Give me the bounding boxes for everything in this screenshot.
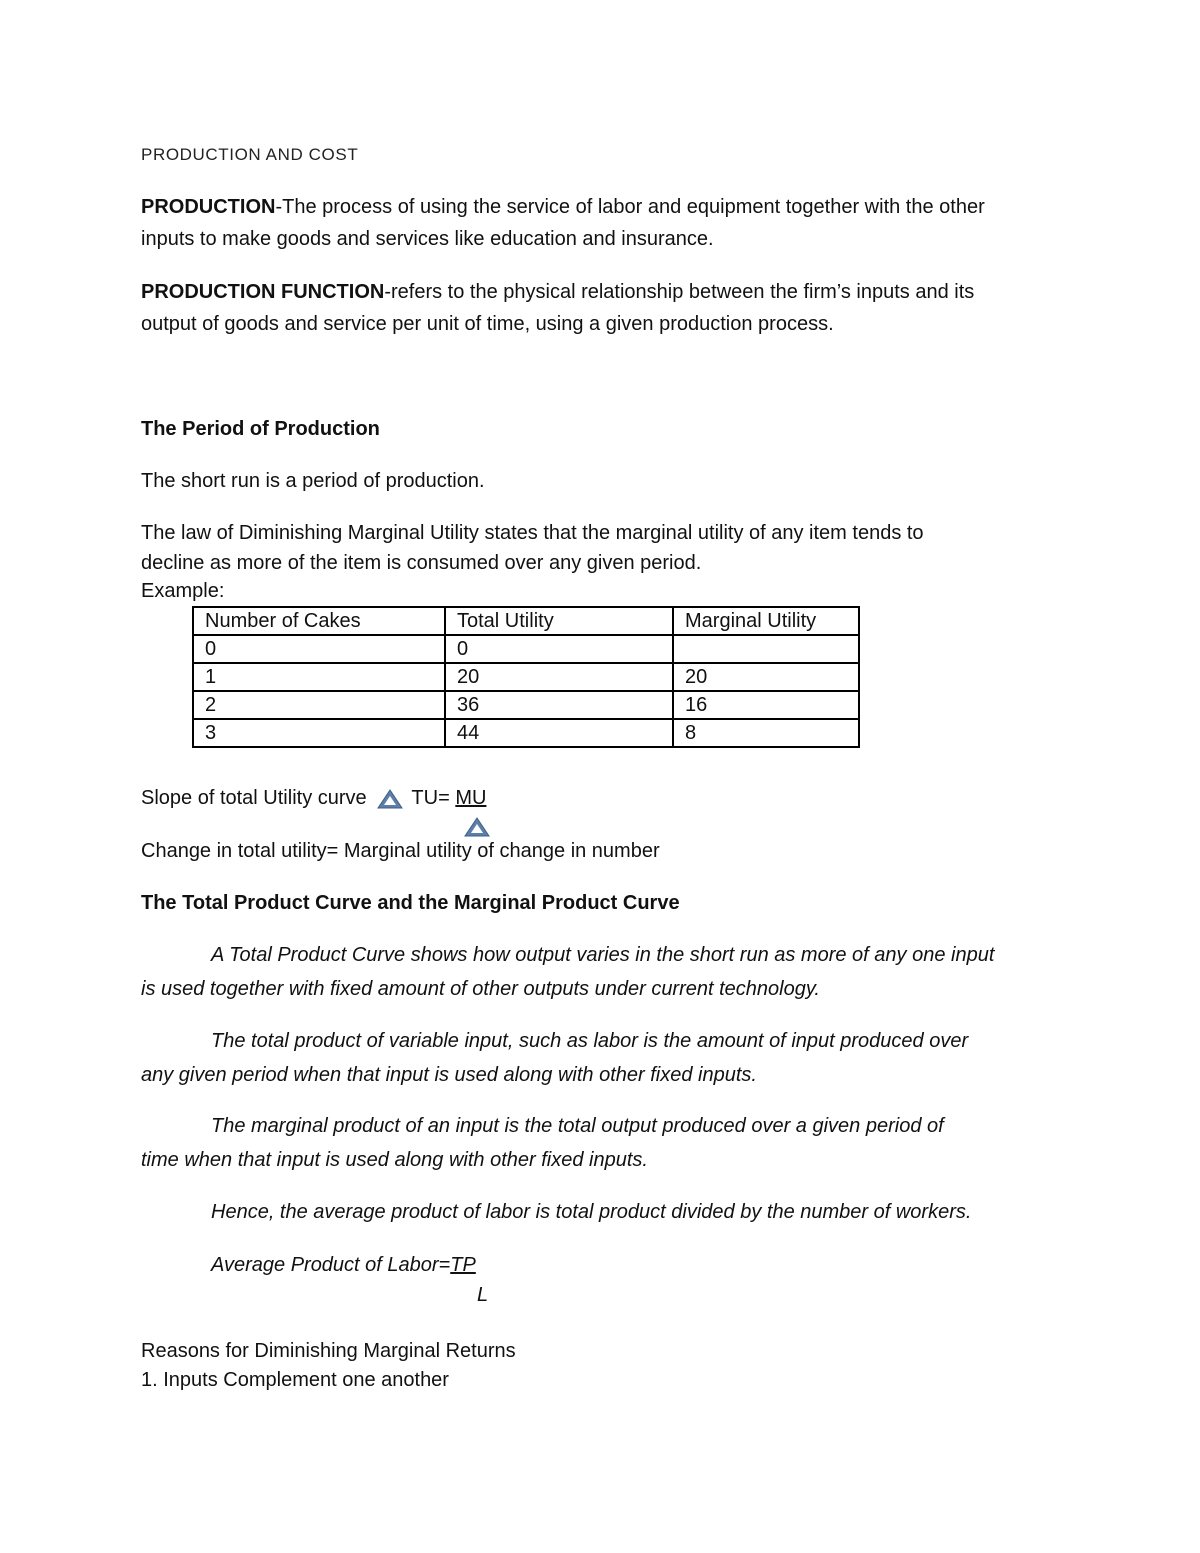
delta-icon — [376, 788, 404, 810]
table-header-cell: Marginal Utility — [673, 607, 859, 635]
slope-prefix: Slope of total Utility curve — [141, 787, 367, 809]
law-line-2: decline as more of the item is consumed over any given period. — [141, 552, 702, 574]
production-definition — [141, 191, 985, 255]
mu-label: MU — [455, 787, 487, 809]
change-in-total-utility: Change in total utility= Marginal utility of change in number — [141, 840, 660, 862]
document-title: PRODUCTION AND COST — [141, 145, 359, 164]
law-line-1: The law of Diminishing Marginal Utility states that the marginal utility of any item tends to — [141, 522, 924, 544]
average-product-formula — [211, 1254, 476, 1277]
table-cell: 2 — [193, 691, 445, 719]
apl-denominator: L — [477, 1284, 489, 1306]
table-cell: 1 — [193, 663, 445, 691]
tu-label: TU= — [411, 787, 450, 809]
table-cell: 36 — [445, 691, 673, 719]
reasons-heading: Reasons for Diminishing Marginal Returns — [141, 1340, 516, 1362]
table-header-row — [193, 607, 859, 635]
table-row — [193, 719, 859, 747]
tp-paragraph-4: Hence, the average product of labor is total product divided by the number of workers. — [211, 1201, 972, 1223]
table-row — [193, 691, 859, 719]
tp-paragraph-2-line-2: any given period when that input is used along with other fixed inputs. — [141, 1064, 757, 1086]
reason-1: 1. Inputs Complement one another — [141, 1369, 449, 1391]
table-row — [193, 635, 859, 663]
tp-paragraph-3-line-2: time when that input is used along with other fixed inputs. — [141, 1149, 648, 1171]
table-header-cell: Total Utility — [445, 607, 673, 635]
table-cell: 20 — [445, 663, 673, 691]
table-cell: 16 — [673, 691, 859, 719]
table-cell: 0 — [445, 635, 673, 663]
apl-label: Average Product of Labor= — [211, 1254, 451, 1276]
slope-formula — [141, 787, 492, 810]
total-product-heading: The Total Product Curve and the Marginal Product Curve — [141, 892, 680, 914]
period-heading: The Period of Production — [141, 418, 380, 440]
production-function-line1: -refers to the physical relationship between the firm’s inputs and its — [384, 281, 975, 303]
apl-numerator: TP — [450, 1254, 476, 1276]
production-function-definition — [141, 276, 974, 340]
table-cell: 0 — [193, 635, 445, 663]
table-row — [193, 663, 859, 691]
table-cell: 20 — [673, 663, 859, 691]
tp-paragraph-2-line-1: The total product of variable input, such as labor is the amount of input produced over — [211, 1030, 969, 1052]
production-term: PRODUCTION — [141, 196, 276, 218]
example-label: Example: — [141, 580, 225, 602]
tp-paragraph-3-line-1: The marginal product of an input is the total output produced over a given period of — [211, 1115, 944, 1137]
production-function-term: PRODUCTION FUNCTION — [141, 281, 385, 303]
tp-paragraph-1-line-2: is used together with fixed amount of other outputs under current technology. — [141, 978, 820, 1000]
delta-icon — [463, 816, 491, 838]
production-function-line2: output of goods and service per unit of time, using a given production process. — [141, 313, 834, 335]
table-cell: 8 — [673, 719, 859, 747]
table-cell — [673, 635, 859, 663]
table-header-cell: Number of Cakes — [193, 607, 445, 635]
table-cell: 44 — [445, 719, 673, 747]
production-definition-line2: inputs to make goods and services like education and insurance. — [141, 228, 714, 250]
tp-paragraph-1-line-1: A Total Product Curve shows how output varies in the short run as more of any one input — [211, 944, 995, 966]
table-cell: 3 — [193, 719, 445, 747]
utility-table — [192, 606, 860, 748]
production-definition-line1: -The process of using the service of labor and equipment together with the other — [275, 196, 985, 218]
short-run-text: The short run is a period of production. — [141, 470, 485, 492]
